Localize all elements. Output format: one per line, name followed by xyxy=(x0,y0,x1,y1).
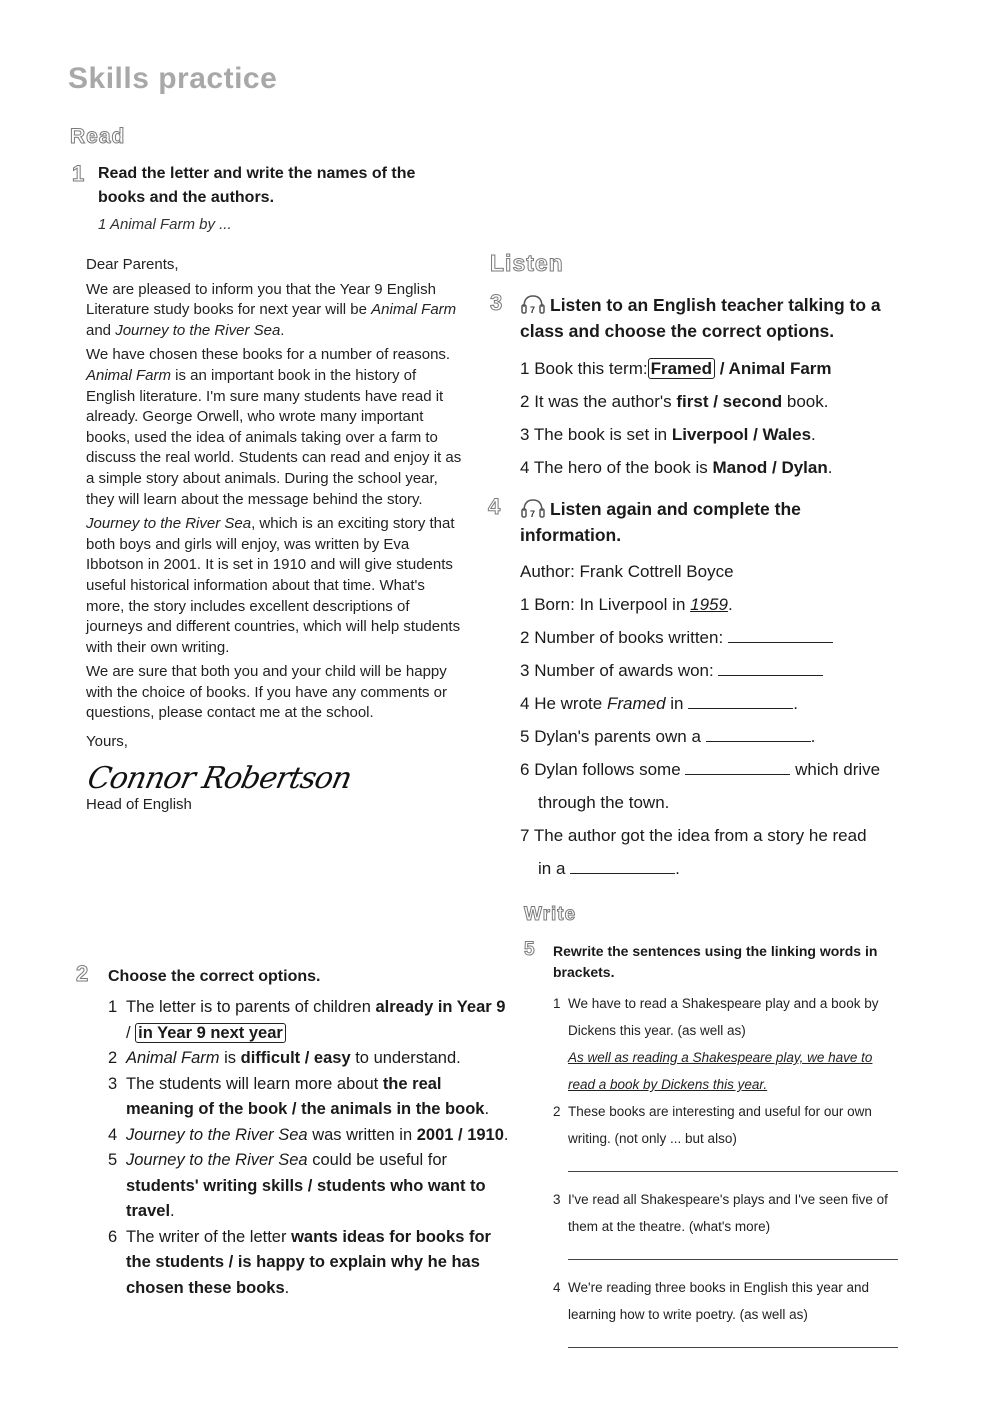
list-item: 6 Dylan follows some which drive xyxy=(520,760,881,779)
svg-text:7: 7 xyxy=(530,305,536,315)
letter-paragraph-4: We are sure that both you and your child will be happy with the choice of books. If you have any comments or questions, please contact me at the school. xyxy=(86,663,448,722)
list-item: 4 We're reading three books in English this year and learning how to write poetry. (as well as) xyxy=(553,1280,870,1322)
letter-role: Head of English xyxy=(86,796,192,814)
exercise-5-instruction: Rewrite the sentences using the linking words in brackets. xyxy=(553,943,878,980)
letter-paragraph-3: Journey to the River Sea, which is an exciting story that both boys and girls will enjoy, was written by Eva Ibbotson in 2001. It is set in 1910 and will give students useful historical information about that time. What's more, the story includes excellent descriptions of journeys and different countries, which will help students with their own writing. xyxy=(86,515,461,656)
answer-blank[interactable] xyxy=(685,760,790,775)
section-heading-read: Read xyxy=(70,125,126,148)
list-item: 1 The letter is to parents of children already in Year 9 / in Year 9 next year xyxy=(108,998,506,1042)
list-item: 5 Journey to the River Sea could be useful for students' writing skills / students who want to travel. xyxy=(108,1151,486,1220)
list-item: 1 Book this term: Framed / Animal Farm xyxy=(520,359,832,378)
list-item-continuation: in a . xyxy=(538,859,680,878)
letter-paragraph-1: We are pleased to inform you that the Year 9 English Literature study books for next year will be Animal Farm and Journey to the River Sea. xyxy=(86,280,457,339)
author-line: Author: Frank Cottrell Boyce xyxy=(520,562,734,581)
letter-paragraph-2: We have chosen these books for a number of reasons. Animal Farm is an important book in the history of English literature. I'm sure many students have read it already. George Orwell, who wrote many important books, used the idea of animals taking over a farm to discuss the real world. Students can read and enjoy it as a simple story about animals. During the school year, they will learn about the message behind the story. xyxy=(86,346,462,508)
audio-icon[interactable] xyxy=(520,497,546,519)
list-item: 2 Number of books written: xyxy=(520,621,940,654)
list-item: 6 The writer of the letter wants ideas for books for the students / is happy to explain why he has chosen these books. xyxy=(108,1227,491,1297)
letter-greeting: Dear Parents, xyxy=(86,256,179,273)
letter xyxy=(72,255,462,820)
exercise-5-list xyxy=(553,990,903,1348)
list-item: 4 Journey to the River Sea was written in 2001 / 1910. xyxy=(108,1125,509,1144)
answer-line[interactable] xyxy=(568,1258,898,1260)
exercise-1-instruction: Read the letter and write the names of the books and the authors. xyxy=(98,165,416,206)
exercise-2-list xyxy=(108,995,513,1301)
signature: Connor Robertson xyxy=(84,760,355,796)
exercise-number-4: 4 xyxy=(488,494,501,519)
list-item: 3 I've read all Shakespeare's plays and I've seen five of them at the theatre. (what's more) xyxy=(553,1192,888,1234)
list-item-continuation: through the town. xyxy=(538,793,670,812)
letter-closing: Yours, xyxy=(86,733,128,751)
exercise-2-instruction: Choose the correct options. xyxy=(108,968,321,985)
exercise-number-3: 3 xyxy=(490,290,503,315)
exercise-number-5: 5 xyxy=(524,939,535,960)
list-item: 5 Dylan's parents own a . xyxy=(520,727,816,746)
list-item: 2 These books are interesting and useful for our own writing. (not only ... but also) xyxy=(553,1104,872,1146)
exercise-3-instruction: 7 Listen to an English teacher talking to a class and choose the correct options. xyxy=(520,295,881,341)
section-heading-listen: Listen xyxy=(490,250,564,276)
section-heading-write: Write xyxy=(524,904,577,925)
list-item: 3 The book is set in Liverpool / Wales. xyxy=(520,425,816,444)
answer-line[interactable] xyxy=(568,1170,898,1172)
audio-icon[interactable] xyxy=(520,293,546,315)
list-item: 3 The students will learn more about the real meaning of the book / the animals in the book. xyxy=(108,1074,490,1118)
list-item: 3 Number of awards won: xyxy=(520,654,940,687)
list-item: 2 It was the author's first / second book. xyxy=(520,392,829,411)
exercise-4-instruction: 7 Listen again and complete the information. xyxy=(520,499,801,545)
answer-blank[interactable] xyxy=(728,628,833,643)
list-item: 1 Born: In Liverpool in 1959. xyxy=(520,595,733,614)
answer-blank[interactable] xyxy=(688,694,793,709)
exercise-3-list xyxy=(520,352,940,484)
list-item: 1 We have to read a Shakespeare play and a book by Dickens this year. (as well as) xyxy=(553,996,879,1038)
exercise-number-1: 1 xyxy=(72,161,85,186)
answer-blank[interactable] xyxy=(718,661,823,676)
answer-line[interactable] xyxy=(568,1346,898,1348)
answer-text: As well as reading a Shakespeare play, we have to read a book by Dickens this year. xyxy=(568,1050,873,1092)
list-item: 2 Animal Farm is difficult / easy to understand. xyxy=(108,1049,461,1067)
list-item: 4 The hero of the book is Manod / Dylan. xyxy=(520,458,833,477)
exercise-4-list xyxy=(520,555,940,885)
selected-option[interactable]: Framed xyxy=(648,358,715,379)
exercise-number-2: 2 xyxy=(76,961,89,986)
answer-text: 1959 xyxy=(690,595,728,614)
exercise-1-example: 1 Animal Farm by ... xyxy=(98,216,232,233)
list-item: 7 The author got the idea from a story he read xyxy=(520,826,867,845)
answer-blank[interactable] xyxy=(706,727,811,742)
answer-blank[interactable] xyxy=(570,859,675,874)
selected-option[interactable]: in Year 9 next year xyxy=(135,1023,286,1043)
svg-text:7: 7 xyxy=(530,509,536,519)
page-title: Skills practice xyxy=(68,62,278,95)
list-item: 4 He wrote Framed in . xyxy=(520,694,798,713)
